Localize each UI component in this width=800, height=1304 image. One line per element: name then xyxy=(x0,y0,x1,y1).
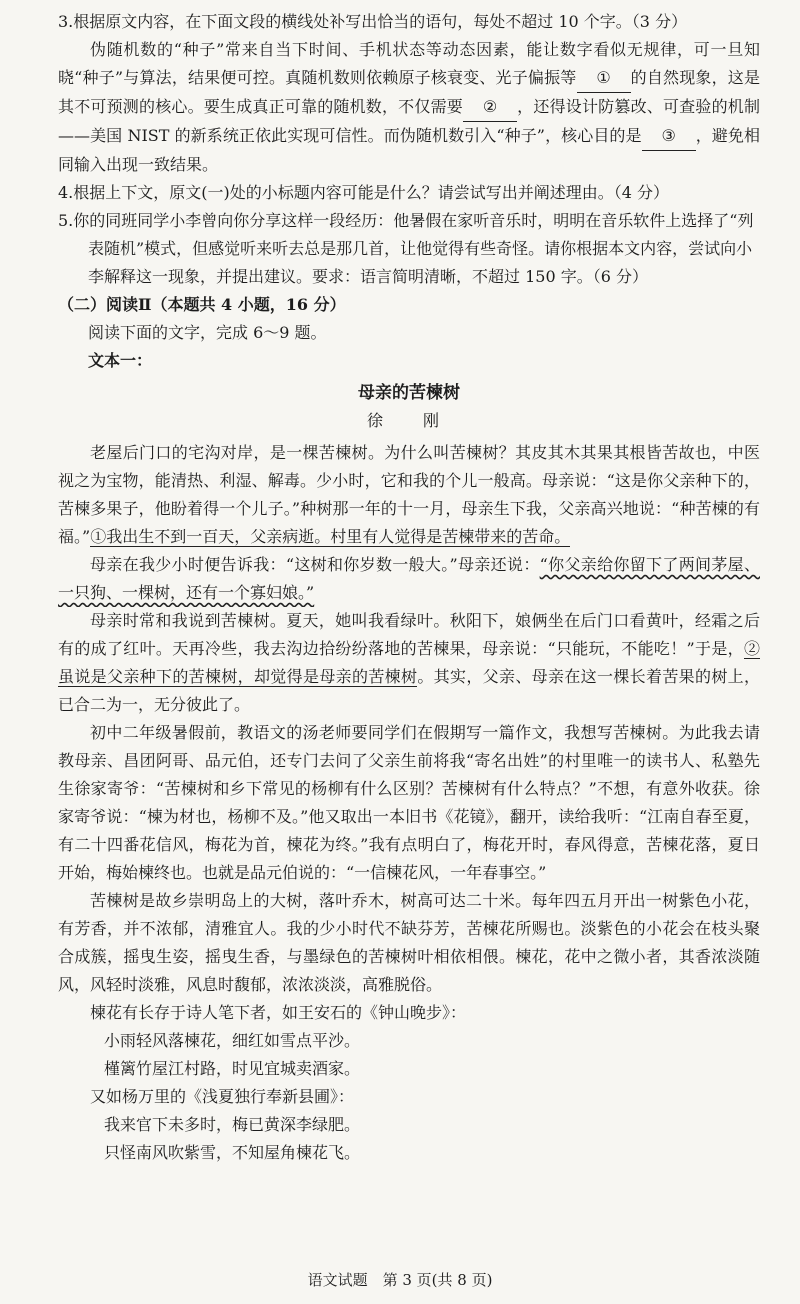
article-paragraph-4: 初中二年级暑假前，教语文的汤老师要同学们在假期写一篇作文，我想写苦楝树。为此我去请教母亲、昌团阿哥、品元伯，还专门去问了父亲生前将我“寄名出姓”的村里唯一的读书人、私塾先生徐家寄爷：“苦楝树和乡下常见的杨柳有什么区别？苦楝树有什么特点？”不想，有意外收获。徐家寄爷说：“楝为材也，杨柳不及。”他又取出一本旧书《花镜》，翻开，读给我听：“江南自春至夏，有二十四番花信风，梅花为首，楝花为终。”我有点明白了，梅花开时，春风得意，苦楝花落，夏日开始，梅始楝终也。也就是品元伯说的：“一信楝花风，一年春事空。” xyxy=(58,723,760,882)
article-paragraph-7: 又如杨万里的《浅夏独行奉新县圃》： xyxy=(90,1087,355,1106)
section-2-instruction: 阅读下面的文字，完成 6～9 题。 xyxy=(88,323,327,342)
section-2-heading: （二）阅读Ⅱ（本题共 4 小题，16 分） xyxy=(58,295,346,314)
question-3-stem: 3.根据原文内容，在下面文段的横线处补写出恰当的语句，每处不超过 10 个字。（3 分） xyxy=(58,12,688,31)
poem-2-line-1: 我来官下未多时，梅已黄深李绿肥。 xyxy=(104,1115,361,1134)
text-label: 文本一： xyxy=(88,351,153,370)
article-author: 徐 刚 xyxy=(366,411,451,430)
poem-1-line-2: 槿篱竹屋江村路，时见宜城卖酒家。 xyxy=(104,1059,361,1078)
paragraph-3-text-a: 母亲时常和我说到苦楝树。夏天，她叫我看绿叶。秋阳下，娘俩坐在后门口看黄叶，经霜之后有的成了红叶。天再冷些，我去沟边拾纷纷落地的苦楝果，母亲说：“只能玩，不能吃！”于是， xyxy=(58,611,760,658)
article-paragraph-6: 楝花有长存于诗人笔下者，如王安石的《钟山晚步》： xyxy=(90,1003,467,1022)
paragraph-1-text: 老屋后门口的宅沟对岸，是一棵苦楝树。为什么叫苦楝树？其皮其木其果其根皆苦故也，中医视之为宝物，能清热、利湿、解毒。少小时，它和我的个儿一般高。母亲说：“这是你父亲种下的，苦楝多果子，他盼着得一个儿子。”种树那一年的十一月，母亲生下我，父亲高兴地说：“种苦楝的有福。” xyxy=(58,443,760,546)
article-paragraph-3 xyxy=(58,607,760,719)
passage-part-4: ，避免相同输入出现一致结果。 xyxy=(58,126,760,174)
question-4: 4.根据上下文，原文(一)处的小标题内容可能是什么？请尝试写出并阐述理由。（4 分） xyxy=(58,183,670,202)
question-3-passage xyxy=(58,36,760,179)
wavy-underlined-quote: “你父亲给你留下了两间茅屋、一只狗、一棵树，还有一个寡妇娘。” xyxy=(58,555,760,602)
article-title: 母亲的苦楝树 xyxy=(358,383,460,403)
page-footer: 语文试题 第 3 页(共 8 页) xyxy=(307,1271,493,1289)
passage-part-1: 伪随机数的“种子”常来自当下时间、手机状态等动态因素，能让数字看似无规律，可一旦知晓“种子”与算法，结果便可控。真随机数则依赖原子核衰变、光子偏振等 xyxy=(58,40,760,87)
blank-2: ② xyxy=(463,93,517,122)
paragraph-3-text-b: 。其实，父亲、母亲在这一棵长着苦果的树上，已合二为一，无分彼此了。 xyxy=(58,667,760,714)
passage-part-3: ，还得设计防篡改、可查验的机制——美国 NIST 的新系统正依此实现可信性。而伪随机数引入“种子”，核心目的是 xyxy=(58,97,760,145)
blank-3: ③ xyxy=(642,122,696,151)
passage-part-2: 的自然现象，这是其不可预测的核心。要生成真正可靠的随机数，不仅需要 xyxy=(58,68,760,116)
poem-2-line-2: 只怪南风吹紫雪，不知屋角楝花飞。 xyxy=(104,1143,361,1162)
article-paragraph-1 xyxy=(58,439,760,551)
article-paragraph-5: 苦楝树是故乡崇明岛上的大树，落叶乔木，树高可达二十米。每年四五月开出一树紫色小花，有芳香，并不浓郁，清雅宜人。我的少小时代不缺芬芳，苦楝花所赐也。淡紫色的小花会在枝头聚合成簇，摇曳生姿，摇曳生香，与墨绿色的苦楝树叶相依相偎。楝花，花中之微小者，其香浓淡随风，风轻时淡雅，风息时馥郁，浓浓淡淡，高雅脱俗。 xyxy=(58,891,760,994)
underlined-sentence-2: ②虽说是父亲种下的苦楝树，却觉得是母亲的苦楝树 xyxy=(58,639,760,686)
poem-1-line-1: 小雨轻风落楝花，细红如雪点平沙。 xyxy=(104,1031,361,1050)
paragraph-2-text: 母亲在我少小时便告诉我：“这树和你岁数一般大。”母亲还说： xyxy=(90,555,540,574)
question-5: 5.你的同班同学小李曾向你分享这样一段经历：他暑假在家听音乐时，明明在音乐软件上选择了“列表随机”模式，但感觉听来听去总是那几首，让他觉得有些奇怪。请你根据本文内容，尝试向小李解释这一现象，并提出建议。要求：语言简明清晰，不超过 150 字。（6 分） xyxy=(58,211,754,286)
article-paragraph-2 xyxy=(58,551,760,607)
underlined-sentence-1: ①我出生不到一百天，父亲病逝。村里有人觉得是苦楝带来的苦命。 xyxy=(90,527,571,546)
blank-1: ① xyxy=(577,64,631,93)
